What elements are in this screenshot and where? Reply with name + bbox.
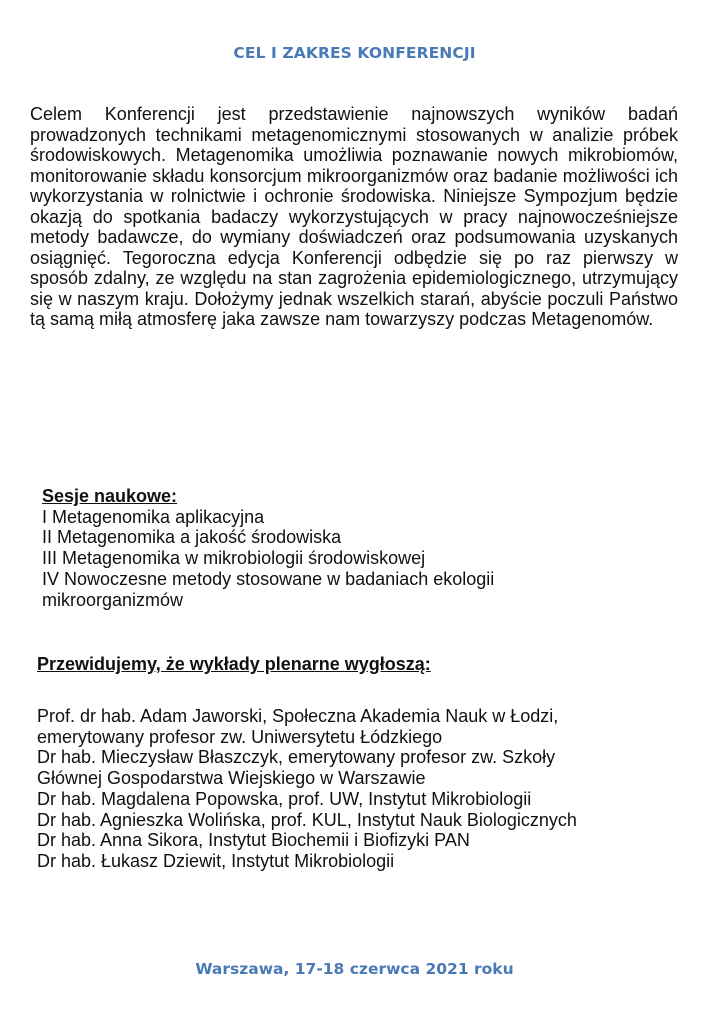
session-item: III Metagenomika w mikrobiologii środowiskowej [42,548,426,569]
speaker-line: Głównej Gospodarstwa Wiejskiego w Warszawie [37,768,426,789]
speaker-line: Prof. dr hab. Adam Jaworski, Społeczna Akademia Nauk w Łodzi, [37,706,559,726]
speakers-heading: Przewidujemy, że wykłady plenarne wygłoszą: [37,654,431,674]
page-title: CEL I ZAKRES KONFERENCJI [233,44,476,62]
session-item: I Metagenomika aplikacyjna [42,506,265,527]
speaker-line: emerytowany profesor zw. Uniwersytetu Łódzkiego [37,726,443,747]
speaker-line: Dr hab. Łukasz Dziewit, Instytut Mikrobiologii [37,850,395,871]
session-item-continuation: mikroorganizmów [42,589,184,610]
speaker-line: Dr hab. Anna Sikora, Instytut Biochemii i Biofizyki PAN [37,830,470,851]
intro-paragraph: Celem Konferencji jest przedstawienie najnowszych wyników badań prowadzonych technikami metagenomicznymi stosowanych w analizie próbek środowiskowych. Metagenomika umożliwia poznawanie nowych mikrobiomów, monitorowanie składu konsorcjum mikroorganizmów oraz badanie możliwości ich wykorzystania w rolnictwie i ochronie środowiska. Niniejsze Sympozjum będzie okazją do spotkania badaczy wykorzystujących w pracy najnowocześniejsze metody badawcze, do wymiany doświadczeń oraz podsumowania uzyskanych osiągnięć. Tegoroczna edycja Konferencji odbędzie się po raz pierwszy w sposób zdalny, ze względu na stan zagrożenia epidemiologicznego, utrzymujący się w naszym kraju. Dołożymy jednak wszelkich starań, abyście poczuli Państwo tą samą miłą atmosferę jaka zawsze nam towarzyszy podczas Metagenomów. [30,104,678,329]
speaker-line: Dr hab. Mieczysław Błaszczyk, emerytowany profesor zw. Szkoły [37,747,556,768]
footer-date-location: Warszawa, 17-18 czerwca 2021 roku [195,960,514,978]
speakers-list [37,706,677,872]
sessions-heading: Sesje naukowe: [42,486,178,506]
sessions-section [42,486,662,610]
speaker-line: Dr hab. Agnieszka Wolińska, prof. KUL, Instytut Nauk Biologicznych [37,809,577,830]
speaker-line: Dr hab. Magdalena Popowska, prof. UW, Instytut Mikrobiologii [37,788,532,809]
session-item: II Metagenomika a jakość środowiska [42,527,342,548]
session-item: IV Nowoczesne metody stosowane w badaniach ekologii [42,568,495,589]
